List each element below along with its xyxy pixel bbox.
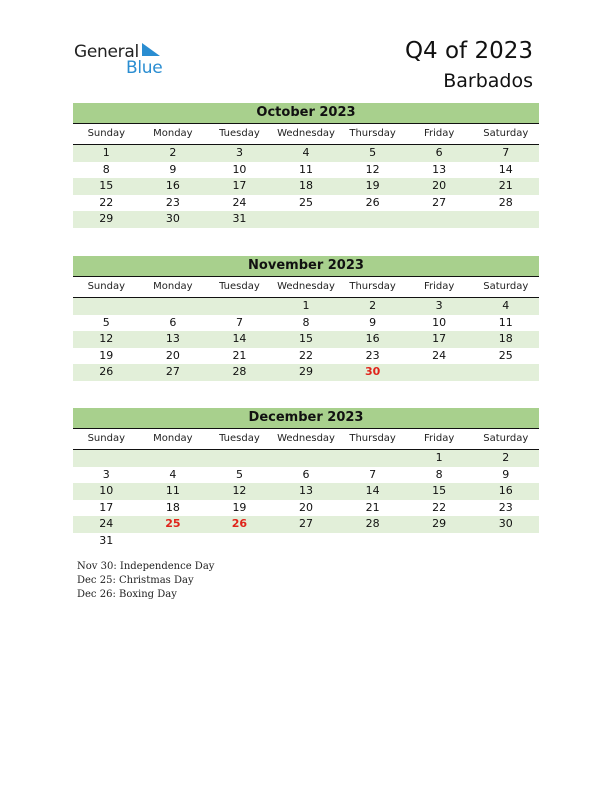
day-cell: 17 bbox=[99, 500, 114, 514]
day-cell bbox=[73, 450, 140, 467]
day-cell: 18 bbox=[165, 500, 180, 514]
day-cell: 21 bbox=[498, 179, 513, 192]
week-row bbox=[73, 500, 539, 517]
weekday-label: Saturday bbox=[483, 433, 529, 444]
weekday-header-row bbox=[73, 124, 539, 145]
week-row bbox=[73, 348, 539, 365]
day-cell: 12 bbox=[99, 332, 114, 345]
day-cell bbox=[406, 364, 473, 381]
day-cell bbox=[339, 533, 406, 550]
week-row bbox=[73, 467, 539, 484]
day-cell: 1 bbox=[435, 451, 443, 464]
holiday-note: Nov 30: Independence Day bbox=[77, 561, 215, 572]
holiday-note: Dec 25: Christmas Day bbox=[77, 575, 194, 586]
day-cell: 3 bbox=[235, 146, 243, 159]
day-cell: 3 bbox=[102, 467, 110, 481]
day-cell: 11 bbox=[498, 315, 513, 329]
day-cell: 20 bbox=[299, 500, 314, 514]
day-cell: 27 bbox=[165, 365, 180, 378]
day-cell: 5 bbox=[369, 146, 377, 159]
day-cell: 18 bbox=[498, 332, 513, 345]
weekday-label: Sunday bbox=[87, 281, 125, 292]
day-cell: 1 bbox=[102, 146, 110, 159]
week-row bbox=[73, 315, 539, 332]
day-cell: 2 bbox=[169, 146, 177, 159]
month-title: December 2023 bbox=[73, 408, 539, 429]
day-cell bbox=[206, 533, 273, 550]
weekday-header-row bbox=[73, 277, 539, 298]
day-cell: 15 bbox=[432, 484, 447, 497]
day-cell: 16 bbox=[365, 332, 380, 345]
week-row bbox=[73, 195, 539, 212]
day-cell bbox=[472, 211, 539, 228]
day-cell: 7 bbox=[369, 467, 377, 481]
day-cell: 18 bbox=[299, 179, 314, 192]
weekday-label: Wednesday bbox=[277, 433, 335, 444]
weekday-label: Tuesday bbox=[219, 128, 260, 139]
day-cell: 29 bbox=[432, 517, 447, 530]
weekday-label: Tuesday bbox=[219, 281, 260, 292]
day-cell bbox=[273, 450, 340, 467]
day-cell: 9 bbox=[369, 315, 377, 329]
day-cell: 11 bbox=[165, 484, 180, 497]
week-row bbox=[73, 516, 539, 533]
holiday-day-cell: 30 bbox=[364, 365, 381, 378]
week-row bbox=[73, 533, 539, 550]
weekday-label: Thursday bbox=[349, 433, 396, 444]
day-cell: 26 bbox=[365, 195, 380, 209]
weekday-label: Sunday bbox=[87, 128, 125, 139]
day-cell bbox=[339, 450, 406, 467]
day-cell: 10 bbox=[432, 315, 447, 329]
weekday-header-row bbox=[73, 429, 539, 450]
day-cell: 10 bbox=[99, 484, 114, 497]
week-row bbox=[73, 483, 539, 500]
weekday-label: Wednesday bbox=[277, 128, 335, 139]
week-row bbox=[73, 162, 539, 179]
day-cell: 6 bbox=[435, 146, 443, 159]
holiday-notes bbox=[77, 560, 214, 602]
weekday-label: Thursday bbox=[349, 281, 396, 292]
day-cell: 24 bbox=[432, 348, 447, 362]
day-cell: 10 bbox=[232, 162, 247, 176]
day-cell: 8 bbox=[102, 162, 110, 176]
day-cell: 13 bbox=[299, 484, 314, 497]
day-cell: 28 bbox=[498, 195, 513, 209]
week-row bbox=[73, 331, 539, 348]
holiday-day-cell: 25 bbox=[165, 517, 181, 530]
weekday-label: Friday bbox=[424, 128, 455, 139]
day-cell: 13 bbox=[432, 162, 447, 176]
day-cell: 1 bbox=[302, 299, 310, 312]
day-cell: 9 bbox=[502, 467, 510, 481]
day-cell: 22 bbox=[99, 195, 114, 209]
day-cell bbox=[206, 298, 273, 315]
day-cell: 23 bbox=[498, 500, 513, 514]
day-cell bbox=[472, 364, 539, 381]
holiday-note: Dec 26: Boxing Day bbox=[77, 589, 177, 600]
day-cell: 4 bbox=[502, 299, 510, 312]
month-calendar bbox=[73, 256, 539, 381]
day-cell: 8 bbox=[435, 467, 443, 481]
weekday-label: Saturday bbox=[483, 281, 529, 292]
weekday-label: Wednesday bbox=[277, 281, 335, 292]
week-row bbox=[73, 450, 539, 467]
day-cell: 7 bbox=[502, 146, 510, 159]
day-cell: 23 bbox=[165, 195, 180, 209]
week-row bbox=[73, 145, 539, 162]
weekday-label: Sunday bbox=[87, 433, 125, 444]
day-cell: 15 bbox=[99, 179, 114, 192]
day-cell bbox=[406, 211, 473, 228]
day-cell: 7 bbox=[235, 315, 243, 329]
day-cell: 19 bbox=[232, 500, 247, 514]
day-cell: 6 bbox=[302, 467, 310, 481]
day-cell: 17 bbox=[232, 179, 247, 192]
day-cell: 25 bbox=[299, 195, 314, 209]
weekday-label: Monday bbox=[153, 281, 193, 292]
day-cell: 31 bbox=[99, 533, 114, 547]
day-cell: 27 bbox=[299, 517, 314, 530]
month-calendar bbox=[73, 408, 539, 549]
day-cell: 2 bbox=[369, 299, 377, 312]
day-cell: 28 bbox=[232, 365, 247, 378]
day-cell: 3 bbox=[435, 299, 443, 312]
day-cell bbox=[273, 533, 340, 550]
day-cell bbox=[73, 298, 140, 315]
day-cell bbox=[472, 533, 539, 550]
country-name: Barbados bbox=[443, 70, 533, 92]
weekday-label: Friday bbox=[424, 433, 455, 444]
logo-blue-text: Blue bbox=[126, 58, 163, 78]
day-cell: 20 bbox=[432, 179, 447, 192]
week-row bbox=[73, 178, 539, 195]
holiday-day-cell: 26 bbox=[231, 517, 248, 530]
day-cell: 30 bbox=[165, 212, 180, 225]
day-cell: 24 bbox=[99, 517, 114, 530]
weekday-label: Friday bbox=[424, 281, 455, 292]
day-cell: 17 bbox=[432, 332, 447, 345]
day-cell: 27 bbox=[432, 195, 447, 209]
month-title: October 2023 bbox=[73, 103, 539, 124]
day-cell: 5 bbox=[102, 315, 110, 329]
day-cell: 6 bbox=[169, 315, 177, 329]
day-cell: 9 bbox=[169, 162, 177, 176]
day-cell: 19 bbox=[99, 348, 114, 362]
day-cell: 4 bbox=[169, 467, 177, 481]
month-title: November 2023 bbox=[73, 256, 539, 277]
day-cell bbox=[273, 211, 340, 228]
day-cell: 14 bbox=[365, 484, 380, 497]
day-cell: 31 bbox=[232, 212, 247, 225]
day-cell bbox=[140, 533, 207, 550]
day-cell: 29 bbox=[99, 212, 114, 225]
week-row bbox=[73, 298, 539, 315]
day-cell: 30 bbox=[498, 517, 513, 530]
day-cell: 12 bbox=[365, 162, 380, 176]
weekday-label: Saturday bbox=[483, 128, 529, 139]
generalblue-logo bbox=[74, 42, 174, 78]
weekday-label: Monday bbox=[153, 128, 193, 139]
day-cell bbox=[140, 298, 207, 315]
weekday-label: Tuesday bbox=[219, 433, 260, 444]
day-cell: 16 bbox=[165, 179, 180, 192]
day-cell: 25 bbox=[498, 348, 513, 362]
week-row bbox=[73, 364, 539, 381]
day-cell bbox=[140, 450, 207, 467]
day-cell: 26 bbox=[99, 365, 114, 378]
day-cell: 14 bbox=[232, 332, 247, 345]
day-cell: 15 bbox=[299, 332, 314, 345]
weekday-label: Thursday bbox=[349, 128, 396, 139]
day-cell: 23 bbox=[365, 348, 380, 362]
week-row bbox=[73, 211, 539, 228]
quarter-title: Q4 of 2023 bbox=[404, 38, 533, 64]
day-cell bbox=[339, 211, 406, 228]
day-cell: 11 bbox=[299, 162, 314, 176]
logo-general-text: General bbox=[74, 42, 139, 62]
day-cell bbox=[406, 533, 473, 550]
day-cell: 24 bbox=[232, 195, 247, 209]
day-cell: 21 bbox=[232, 348, 247, 362]
day-cell: 4 bbox=[302, 146, 310, 159]
logo-flag-icon bbox=[140, 43, 162, 59]
month-calendar bbox=[73, 103, 539, 228]
day-cell: 22 bbox=[432, 500, 447, 514]
day-cell: 2 bbox=[502, 451, 510, 464]
day-cell: 21 bbox=[365, 500, 380, 514]
day-cell: 22 bbox=[299, 348, 314, 362]
day-cell: 28 bbox=[365, 517, 380, 530]
day-cell: 19 bbox=[365, 179, 380, 192]
weekday-label: Monday bbox=[153, 433, 193, 444]
day-cell: 12 bbox=[232, 484, 247, 497]
day-cell: 29 bbox=[299, 365, 314, 378]
day-cell: 16 bbox=[498, 484, 513, 497]
day-cell: 13 bbox=[165, 332, 180, 345]
day-cell bbox=[206, 450, 273, 467]
day-cell: 5 bbox=[235, 467, 243, 481]
day-cell: 14 bbox=[498, 162, 513, 176]
day-cell: 8 bbox=[302, 315, 310, 329]
day-cell: 20 bbox=[165, 348, 180, 362]
